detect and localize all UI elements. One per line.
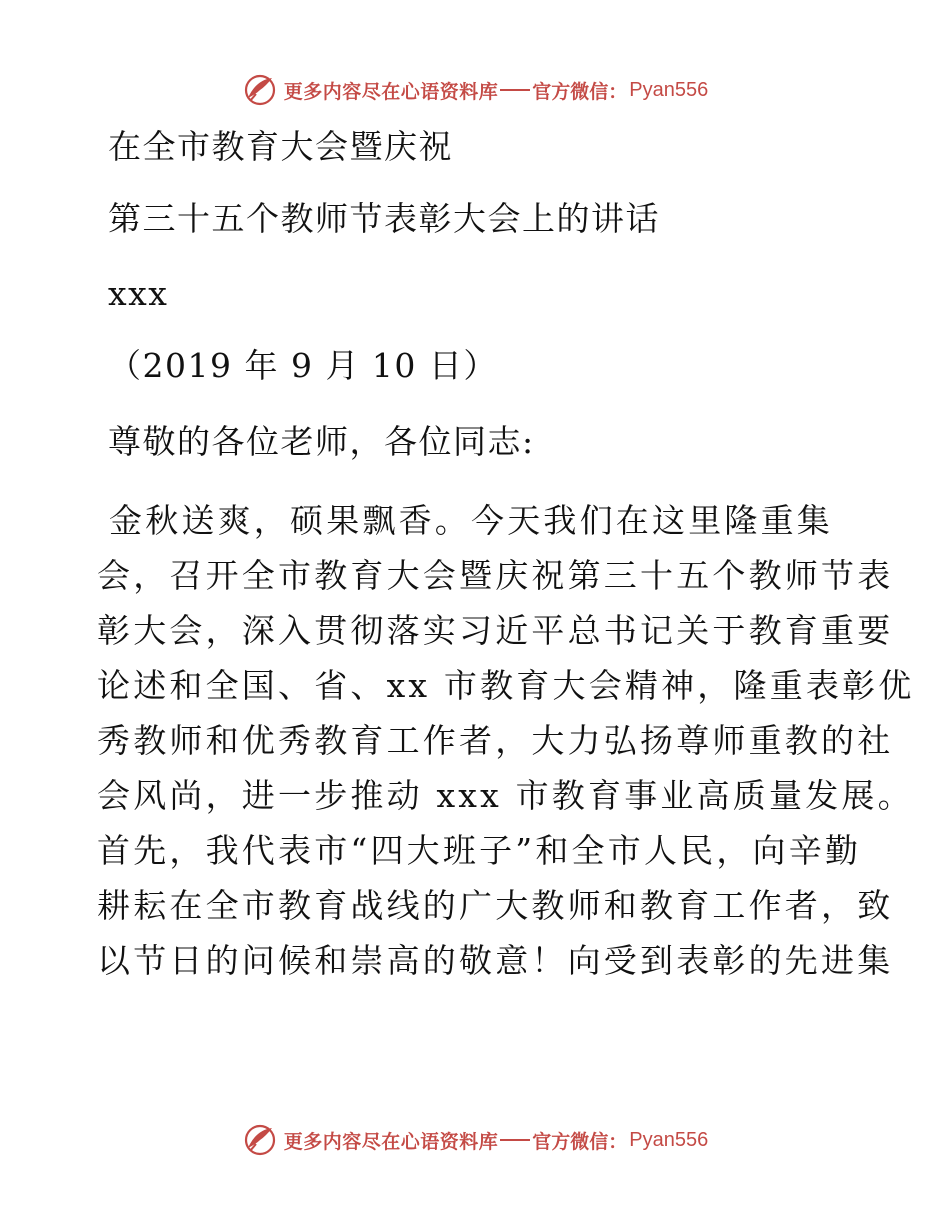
paragraph-line: 会，召开全市教育大会暨庆祝第三十五个教师节表 [97, 556, 894, 595]
paragraph-line: 耕耘在全市教育战线的广大教师和教育工作者，致 [97, 886, 894, 925]
banner-wechat-id: Pyan556 [629, 78, 709, 101]
document-title-line1: 在全市教育大会暨庆祝 [108, 127, 453, 166]
paragraph-line: 秀教师和优秀教育工作者，大力弘扬尊师重教的社 [97, 721, 894, 760]
document-salutation: 尊敬的各位老师，各位同志: [108, 422, 535, 461]
document-date: （2019 年 9 月 10 日） [108, 346, 498, 385]
paragraph-line: 会风尚，进一步推动 xxx 市教育事业高质量发展。 [97, 776, 914, 815]
document-paragraph [97, 493, 915, 988]
banner-wechat-id: Pyan556 [629, 1128, 709, 1151]
document-author: xxx [108, 274, 169, 313]
paragraph-line: 首先，我代表市“四大班子”和全市人民，向辛勤 [97, 831, 862, 870]
banner-official-text: 官方微信： [532, 80, 628, 103]
paragraph-line: 论述和全国、省、xx 市教育大会精神，隆重表彰优 [97, 666, 915, 705]
paragraph-line: 金秋送爽，硕果飘香。今天我们在这里隆重集 [109, 501, 833, 540]
quill-pen-logo-icon [242, 72, 278, 108]
banner-site-text: 更多内容尽在心语资料库 [283, 1130, 499, 1153]
document-title-line2: 第三十五个教师节表彰大会上的讲话 [108, 199, 660, 238]
footer-watermark-banner [0, 1120, 950, 1160]
banner-dash [500, 89, 530, 91]
paragraph-line: 以节日的问候和崇高的敬意！向受到表彰的先进集 [97, 941, 894, 980]
header-watermark-banner [0, 70, 950, 110]
banner-site-text: 更多内容尽在心语资料库 [283, 80, 499, 103]
paragraph-line: 彰大会，深入贯彻落实习近平总书记关于教育重要 [97, 611, 894, 650]
banner-dash [500, 1139, 530, 1141]
quill-pen-logo-icon [242, 1122, 278, 1158]
banner-official-text: 官方微信： [532, 1130, 628, 1153]
